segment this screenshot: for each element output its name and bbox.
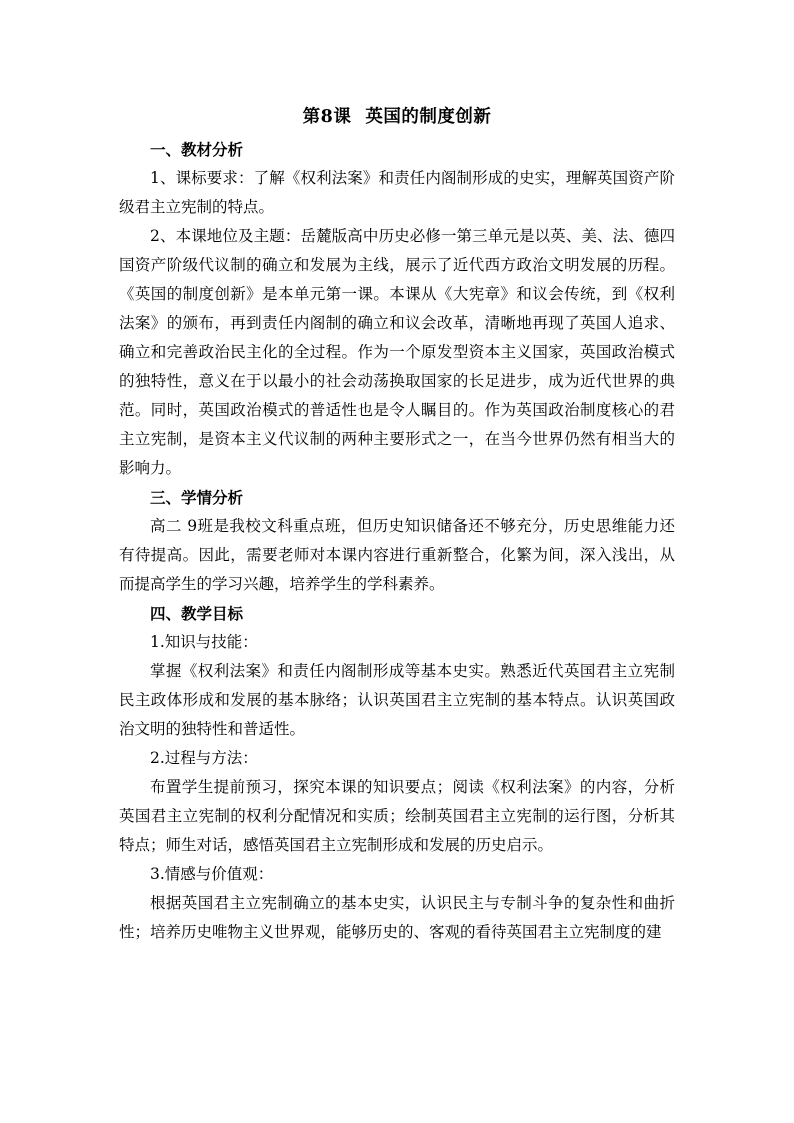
page-title <box>119 101 675 133</box>
paragraph-student-analysis: 高二 9班是我校文科重点班，但历史知识储备还不够充分，历史思维能力还有待提高。因此，需要老师对本课内容进行重新整合，化繁为间，深入浅出，从而提高学生的学习兴趣，培养学生的学科素养。 <box>119 517 675 593</box>
lesson-number: 第8课 <box>302 107 352 127</box>
paragraph-lesson-position: 2、本课地位及主题：岳麓版高中历史必修一第三单元是以英、美、法、德四国资产阶级代议制的确立和发展为主线，展示了近代西方政治文明发展的历程。《英国的制度创新》是本单元第一课。本课从《大宪章》和议会传统，到《权利法案》的颁布，再到责任内阁制的确立和议会改革，清晰地再现了英国人追求、确立和完善政治民主化的全过程。作为一个原发型资本主义国家，英国政治模式的独特性，意义在于以最小的社会动荡换取国家的长足进步，成为近代世界的典范。同时，英国政治模式的普适性也是令人瞩目的。作为英国政治制度核心的君主立宪制，是资本主义代议制的两种主要形式之一，在当今世界仍然有相当大的影响力。 <box>119 227 675 477</box>
section-heading-teaching-goals: 四、教学目标 <box>150 604 244 623</box>
document-content <box>119 101 675 947</box>
section-heading-student-analysis: 三、学情分析 <box>150 488 244 507</box>
goal-knowledge-text: 掌握《权利法案》和责任内阁制形成等基本史实。熟悉近代英国君主立宪制民主政体形成和发展的基本脉络；认识英国君主立宪制的基本特点。认识英国政治文明的独特性和普适性。 <box>119 662 675 738</box>
goal-values-label: 3.情感与价值观： <box>150 865 274 883</box>
goal-process-label: 2.过程与方法： <box>150 749 258 767</box>
lesson-name: 英国的制度创新 <box>365 107 492 127</box>
section-heading-textbook-analysis: 一、教材分析 <box>150 140 244 159</box>
goal-knowledge-label: 1.知识与技能： <box>150 633 258 651</box>
paragraph-curriculum-requirement: 1、课标要求：了解《权利法案》和责任内阁制形成的史实，理解英国资产阶级君主立宪制的特点。 <box>119 169 675 216</box>
goal-values-text: 根据英国君主立宪制确立的基本史实，认识民主与专制斗争的复杂性和曲折性；培养历史唯物主义世界观，能够历史的、客观的看待英国君主立宪制度的建 <box>119 894 675 941</box>
goal-process-text: 布置学生提前预习，探究本课的知识要点；阅读《权利法案》的内容，分析英国君主立宪制的权利分配情况和实质；绘制英国君主立宪制的运行图，分析其特点；师生对话，感悟英国君主立宪制形成和发展的历史启示。 <box>119 778 675 854</box>
